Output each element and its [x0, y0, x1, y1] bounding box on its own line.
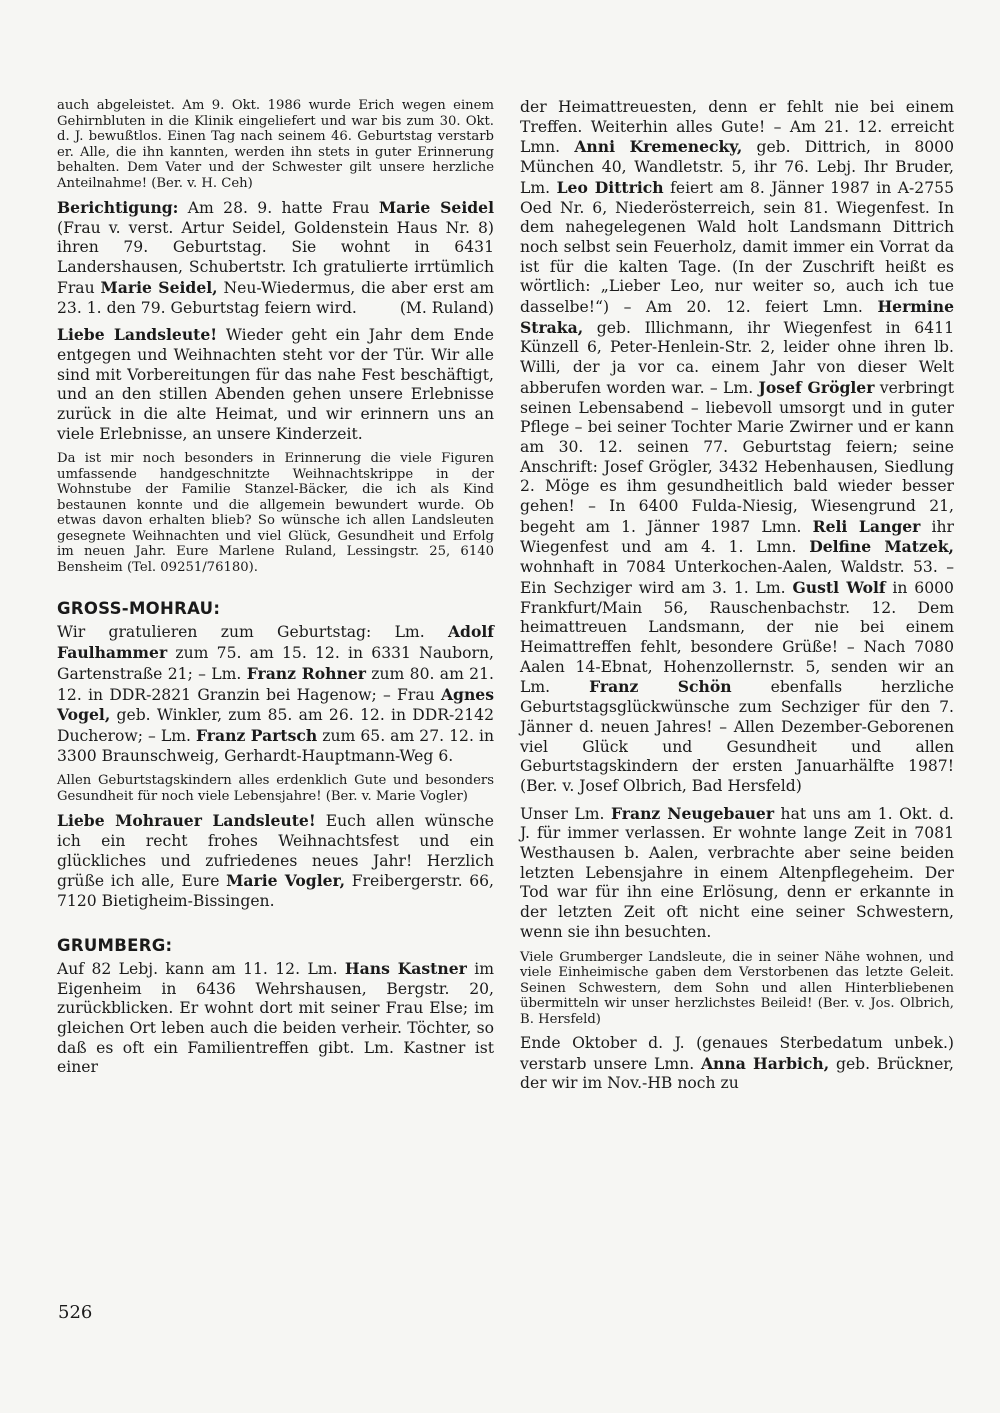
- obituary-harbich-paragraph: Ende Oktober d. J. (genaues Sterbedatum unbek.) verstarb unsere Lmn. Anna Harbich, geb. Brückner, der wir im Nov.-HB noch zu: [520, 1034, 954, 1093]
- section-heading-gross-mohrau: GROSS-MOHRAU:: [57, 599, 221, 619]
- section-heading-grumberg: GRUMBERG:: [57, 935, 173, 955]
- person-name: Leo Dittrich: [556, 177, 664, 197]
- christmas-greeting-paragraph: Liebe Landsleute! Wieder geht ein Jahr dem Ende entgegen und Weihnachten steht vor der Tür. Wir alle sind mit Vorbereitungen für das nahe Fest beschäftigt, und an den stillen Abenden gehen unsere Erlebnisse zurück in die alte Heimat, und wir erinnern uns an viele Erlebnisse, an unsere Kinderzeit.: [57, 325, 494, 443]
- page-number: 526: [58, 1302, 93, 1323]
- person-name: Marie Seidel: [378, 198, 494, 217]
- left-column: [57, 98, 494, 1085]
- condolence-paragraph: Viele Grumberger Landsleute, die in seiner Nähe wohnen, und viele Einheimische gaben dem Verstorbenen das letzte Geleit. Seinen Schwestern, dem Sohn und allen Hinterbliebenen übermitteln wir unser herzlichstes Beileid! (Ber. v. Jos. Olbrich, B. Hersfeld): [520, 949, 954, 1027]
- obituary-erich-paragraph: auch abgeleistet. Am 9. Okt. 1986 wurde Erich wegen einem Gehirnbluten in die Klinik eingeliefert und war bis zum 30. Okt. d. J. bewußtlos. Einen Tag nach seinem 46. Geburtstag verstarb er. Alle, die ihn kannten, werden ihn stets in guter Erinnerung behalten. Dem Vater und der Schwester gilt unsere herzliche Anteilnahme! (Ber. v. H. Ceh): [57, 98, 494, 191]
- person-name: Hermine Straka,: [520, 297, 954, 337]
- person-name: Anna Harbich,: [700, 1053, 830, 1073]
- obituary-neugebauer-paragraph: Unser Lm. Franz Neugebauer hat uns am 1. Okt. d. J. für immer verlassen. Er wohnte lange Zeit in 7081 Westhausen b. Aalen, verbrachte aber seine beiden letzten Lebensjahre in einem Altenpflegeheim. Der Tod war für ihn eine Erlösung, denn er erkannte in der letzten Zeit oft nicht eine seiner Schwestern, wenn sie ihn besuchten.: [520, 803, 955, 941]
- person-name: Marie Seidel,: [100, 277, 218, 297]
- correction-paragraph: Berichtigung: Am 28. 9. hatte Frau Marie Seidel (Frau v. verst. Artur Seidel, Goldenstein Haus Nr. 8) ihren 79. Geburtstag. Sie wohnt in 6431 Landershausen, Schubertstr. Ich gratulierte irrtümlich Frau Marie Seidel, Neu-Wiedermus, die aber erst am 23. 1. den 79. Geburtstag feiern wird. (M. Ruland): [57, 198, 495, 317]
- right-column: [520, 98, 954, 1101]
- person-name: Delfine Matzek,: [809, 537, 954, 557]
- person-name: Josef Grögler: [758, 377, 875, 397]
- grumberg-birthdays-paragraph: der Heimattreuesten, denn er fehlt nie bei einem Treffen. Weiterhin alles Gute! – Am 21. 12. erreicht Lmn. Anni Kremenecky, geb. Dittrich, in 8000 München 40, Wandletstr. 5, ihr 76. Lebj. Ihr Bruder, Lm. Leo Dittrich feiert am 8. Jänner 1987 in A-2755 Oed Nr. 6, Niederösterreich, sein 81. Wiegenfest. In dem nahegelegenen Wald holt Landsmann Dittrich noch selbst sein Feuerholz, damit immer ein Vorrat da ist für die kalten Tage. (In der Zuschrift heißt es wörtlich: „Lieber Leo, nur weiter so, auch ich tue dasselbe!“) – Am 20. 12. feiert Lmn. Hermine Straka, geb. Illichmann, ihr Wiegenfest in 6411 Künzell 6, Peter-Henlein-Str. 2, leider ohne ihren lb. Willi, der ja vor ca. einem Jahr von dieser Welt abberufen worden war. – Lm. Josef Grögler verbringt seinen Lebensabend – liebevoll umsorgt und in guter Pflege – bei seiner Tochter Marie Zwirner und er kann am 30. 12. seinen 77. Geburtstag feiern; seine Anschrift: Josef Grögler, 3432 Hebenhausen, Siedlung 2. Möge es ihm gesundheitlich bald wieder besser gehen! – In 6400 Fulda-Niesig, Wiesengrund 21, begeht am 1. Jänner 1987 Lmn. Reli Langer ihr Wiegenfest und am 4. 1. Lmn. Delfine Matzek, wohnhaft in 7084 Unterkochen-Aalen, Waldstr. 53. – Ein Sechziger wird am 3. 1. Lm. Gustl Wolf in 6000 Frankfurt/Main 56, Rauschenbachstr. 12. Dem heimattreuen Landsmann, der nie bei einem Heimattreffen fehlt, besondere Grüße! – Nach 7080 Aalen 14-Ebnat, Hohenzollernstr. 5, senden wir an Lm. Franz Schön ebenfalls herzliche Geburtstagsglückwünsche zum Sechziger für den 7. Jänner d. neuen Jahres! – Allen Dezember-Geborenen viel Glück und Gesundheit und allen Geburtstagskindern der ersten Januarhälfte 1987! (Ber. v. Josef Olbrich, Bad Hersfeld): [520, 98, 955, 795]
- greeting-label: Liebe Landsleute!: [57, 325, 218, 345]
- nativity-memory-paragraph: Da ist mir noch besonders in Erinnerung die viele Figuren umfassende handgeschnitzte Weihnachtskrippe in der Wohnstube der Familie Stanzel-Bäcker, die ich als Kind bestaunen konnte und die allgemein bewundert wurde. Ob etwas davon erhalten blieb? So wünsche ich allen Landsleuten gesegnete Weihnachten und viel Glück, Gesundheit und Erfolg im neuen Jahr. Eure Marlene Ruland, Lessingstr. 25, 6140 Bensheim (Tel. 09251/76180).: [57, 451, 494, 575]
- person-name: Franz Schön: [589, 677, 732, 697]
- credit: (M. Ruland): [399, 298, 494, 317]
- correction-label: Berichtigung:: [57, 198, 179, 217]
- person-name: Adolf Faulhammer: [57, 622, 494, 663]
- person-name: Anni Kremenecky,: [574, 137, 743, 157]
- person-name: Franz Partsch: [195, 725, 318, 745]
- grumberg-kastner-paragraph: Auf 82 Lebj. kann am 11. 12. Lm. Hans Kastner im Eigenheim in 6436 Wehrshausen, Bergstr. 20, zurückblicken. Er wohnt dort mit seiner Frau Else; im gleichen Ort leben auch die beiden verheir. Töchter, so daß es oft ein Familientreffen gibt. Lm. Kastner ist einer: [57, 958, 494, 1077]
- mohrau-greeting-paragraph: Liebe Mohrauer Landsleute! Euch allen wünsche ich ein recht frohes Weihnachtsfest und ein glückliches und zufriedenes neues Jahr! Herzlich grüße ich alle, Eure Marie Vogler, Freibergerstr. 66, 7120 Bietigheim-Bissingen.: [57, 811, 495, 911]
- person-name: Agnes Vogel,: [57, 684, 494, 725]
- person-name: Gustl Wolf: [792, 577, 886, 597]
- person-name: Hans Kastner: [344, 958, 467, 978]
- person-name: Marie Vogler,: [226, 871, 346, 891]
- person-name: Franz Rohner: [246, 663, 366, 683]
- gross-mohrau-birthdays-paragraph: Wir gratulieren zum Geburtstag: Lm. Adolf Faulhammer zum 75. am 15. 12. in 6331 Nauborn, Gartenstraße 21; – Lm. Franz Rohner zum 80. am 21. 12. in DDR-2821 Granzin bei Hagenow; – Frau Agnes Vogel, geb. Winkler, zum 85. am 26. 12. in DDR-2142 Ducherow; – Lm. Franz Partsch zum 65. am 27. 12. in 3300 Braunschweig, Gerhardt-Hauptmann-Weg 6.: [57, 622, 494, 765]
- person-name: Reli Langer: [812, 516, 921, 536]
- gross-mohrau-wishes-paragraph: Allen Geburtstagskindern alles erdenklich Gute und besonders Gesundheit für noch viele Lebensjahre! (Ber. v. Marie Vogler): [57, 773, 494, 804]
- greeting-label: Liebe Mohrauer Landsleute!: [57, 811, 316, 831]
- person-name: Franz Neugebauer: [610, 803, 775, 823]
